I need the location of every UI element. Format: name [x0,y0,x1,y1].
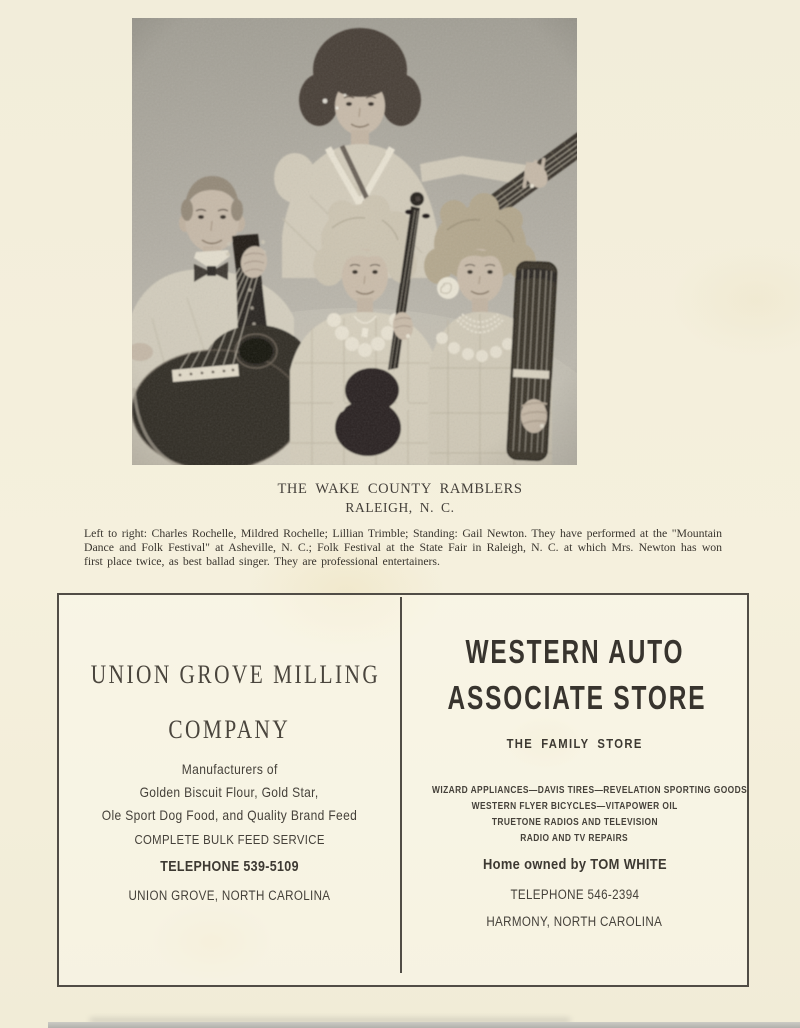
ad-products-line: Ole Sport Dog Food, and Quality Brand Feed [101,807,358,823]
ad-title-line: UNION GROVE MILLING [90,660,381,689]
ad-tagline: Manufacturers of [181,761,278,777]
ad-products-line: Golden Biscuit Flour, Gold Star, [140,784,319,800]
advertisement-box [57,593,749,987]
ad-title-line: COMPANY [168,715,291,744]
ad-service-line: COMPLETE BULK FEED SERVICE [134,832,325,847]
scan-edge-artifact [48,1022,800,1028]
photo-caption-title: THE WAKE COUNTY RAMBLERS [277,481,523,497]
band-photo [132,18,577,465]
ad-location: UNION GROVE, NORTH CAROLINA [128,888,331,903]
ad-tagline: THE FAMILY STORE [506,737,643,751]
ad-products-line: WESTERN FLYER BICYCLES—VITAPOWER OIL [471,801,678,812]
ad-location: HARMONY, NORTH CAROLINA [486,914,663,929]
ad-union-grove-milling [59,595,400,985]
ad-western-auto [402,595,747,985]
photo-description: Left to right: Charles Rochelle, Mildred Rochelle; Lillian Trimble; Standing: Gail Newton. They have performed at the "Mountain Dance and Folk Festival" at Asheville, N. C.; Folk Festival at the State Fair in Raleigh, N. C. at which Mrs. Newton has won first place twice, as best ballad singer. They are professional entertainers. [84,526,722,569]
ad-telephone: TELEPHONE 546-2394 [510,887,639,902]
ad-products-line: TRUETONE RADIOS AND TELEVISION [491,817,658,828]
ad-telephone: TELEPHONE 539-5109 [160,859,299,875]
ad-title-line: WESTERN AUTO [465,633,684,670]
ad-products-line: RADIO AND TV REPAIRS [520,833,629,844]
ad-owner-line: Home owned by TOM WHITE [482,856,667,873]
ad-title-line: ASSOCIATE STORE [447,679,707,716]
ad-products-line: WIZARD APPLIANCES—DAVIS TIRES—REVELATION SPORTING GOODS [432,785,748,796]
photo-caption-location: RALEIGH, N. C. [345,500,455,515]
